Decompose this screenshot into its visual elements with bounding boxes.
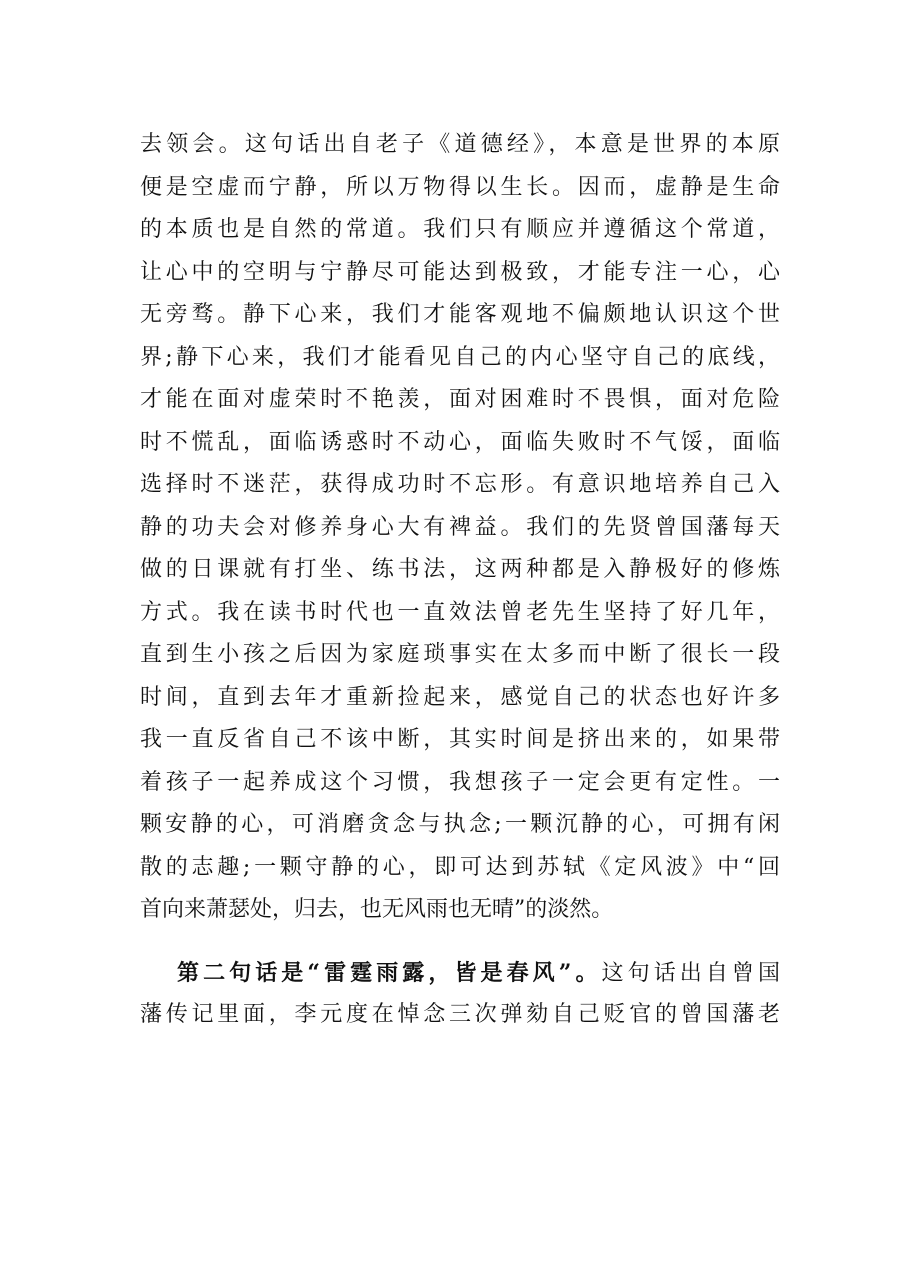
text-span: 这句话出自曾国 [601,960,780,986]
text-line: 我一直反省自己不该中断，其实时间是挤出来的，如果带 [140,727,780,752]
text-line: 时间，直到去年才重新捡起来，感觉自己的状态也好许多 [140,684,780,710]
text-line [140,952,780,995]
text-line: 界;静下心来，我们才能看见自己的内心坚守自己的底线， [140,344,780,370]
text-line: 方式。我在读书时代也一直效法曾老先生坚持了好几年， [140,599,780,625]
text-line: 散的志趣;一颗守静的心，即可达到苏轼《定风波》中“回 [140,854,780,880]
text-line: 直到生小孩之后因为家庭琐事实在太多而中断了很长一段 [140,642,780,667]
text-line: 首向来萧瑟处，归去，也无风雨也无晴”的淡然。 [140,897,614,922]
text-line: 选择时不迷茫，获得成功时不忘形。有意识地培养自己入 [140,472,780,497]
text-line: 藩传记里面，李元度在悼念三次弹劾自己贬官的曾国藩老 [140,1002,780,1027]
text-line: 静的功夫会对修养身心大有裨益。我们的先贤曾国藩每天 [140,514,780,540]
paragraph-1 [140,124,780,932]
text-line: 才能在面对虚荣时不艳羡，面对困难时不畏惧，面对危险 [140,387,780,412]
text-line: 做的日课就有打坐、练书法，这两种都是入静极好的修炼 [140,557,780,582]
text-line: 让心中的空明与宁静尽可能达到极致，才能专注一心，心 [140,259,780,285]
text-line: 颗安静的心，可消磨贪念与执念;一颗沉静的心，可拥有闲 [140,812,780,837]
paragraph-2 [140,952,780,1037]
text-line: 的本质也是自然的常道。我们只有顺应并遵循这个常道， [140,217,780,242]
text-line: 去领会。这句话出自老子《道德经》，本意是世界的本原 [140,132,780,157]
body-text [140,124,780,1037]
paragraph-heading: 第二句话是“雷霆雨露，皆是春风”。 [177,959,602,986]
text-line: 着孩子一起养成这个习惯，我想孩子一定会更有定性。一 [140,769,780,795]
text-line: 无旁骛。静下心来，我们才能客观地不偏颇地认识这个世 [140,302,780,327]
text-line: 时不慌乱，面临诱惑时不动心，面临失败时不气馁，面临 [140,429,780,455]
text-line: 便是空虚而宁静，所以万物得以生长。因而，虚静是生命 [140,174,780,200]
